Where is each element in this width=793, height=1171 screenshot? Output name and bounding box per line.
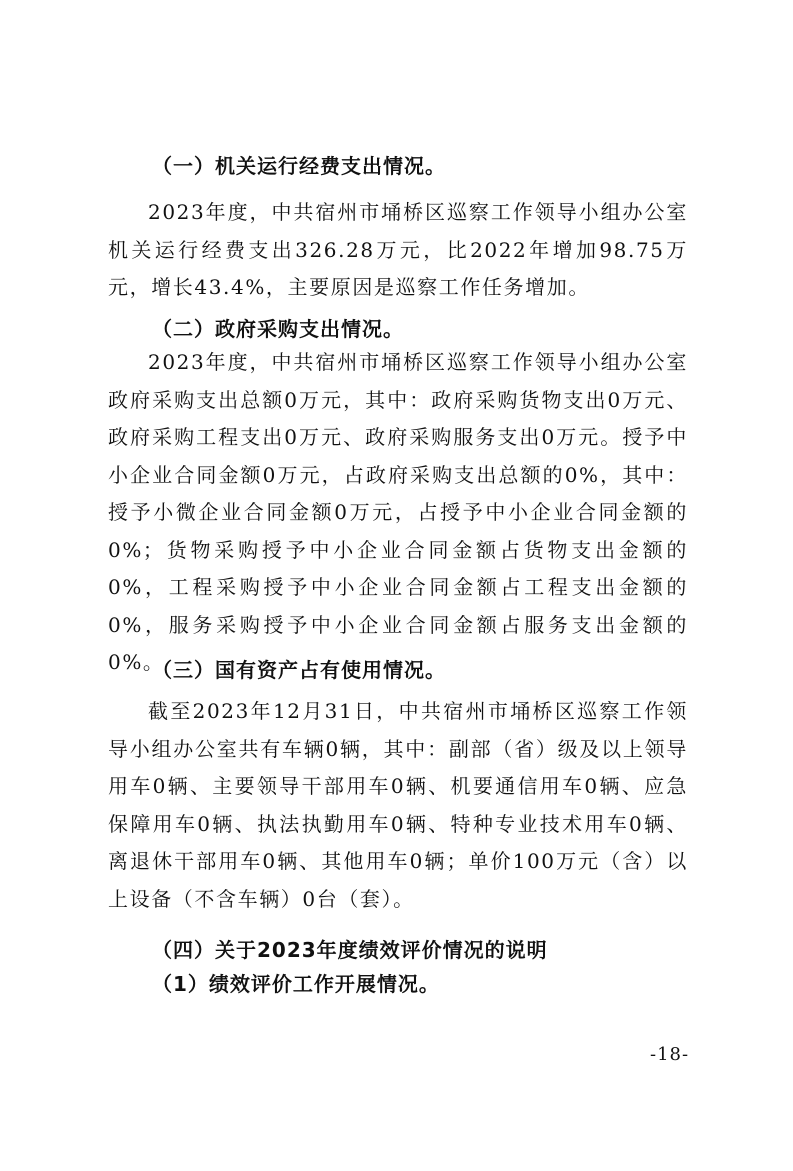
section-1-heading: （一）机关运行经费支出情况。 — [152, 154, 446, 178]
section-1-body: 2023年度，中共宿州市埇桥区巡察工作领导小组办公室机关运行经费支出326.28万元，比2022年增加98.75万元，增长43.4%，主要原因是巡察工作任务增加。 — [108, 200, 688, 299]
section-2-body: 2023年度，中共宿州市埇桥区巡察工作领导小组办公室政府采购支出总额0万元，其中：政府采购货物支出0万元、政府采购工程支出0万元、政府采购服务支出0万元。授予中小企业合同金额0万元，占政府采购支出总额的0%，其中：授予小微企业合同金额0万元，占授予中小企业合同金额的0%；货物采购授予中小企业合同金额占货物支出金额的0%，工程采购授予中小企业合同金额占工程支出金额的0%，服务采购授予中小企业合同金额占服务支出金额的0%。 — [108, 350, 688, 674]
section-3-heading: （三）国有资产占有使用情况。 — [152, 658, 446, 682]
section-3-body: 截至2023年12月31日，中共宿州市埇桥区巡察工作领导小组办公室共有车辆0辆，其中：副部（省）级及以上领导用车0辆、主要领导干部用车0辆、机要通信用车0辆、应急保障用车0辆、执法执勤用车0辆、特种专业技术用车0辆、离退休干部用车0辆、其他用车0辆；单价100万元（含）以上设备（不含车辆）0台（套）。 — [108, 699, 688, 911]
section-4-heading: （四）关于2023年度绩效评价情况的说明 — [152, 938, 548, 962]
page-number: -18- — [650, 1044, 690, 1065]
subheading-1: （1）绩效评价工作开展情况。 — [152, 972, 440, 996]
section-2-heading: （二）政府采购支出情况。 — [152, 317, 404, 341]
